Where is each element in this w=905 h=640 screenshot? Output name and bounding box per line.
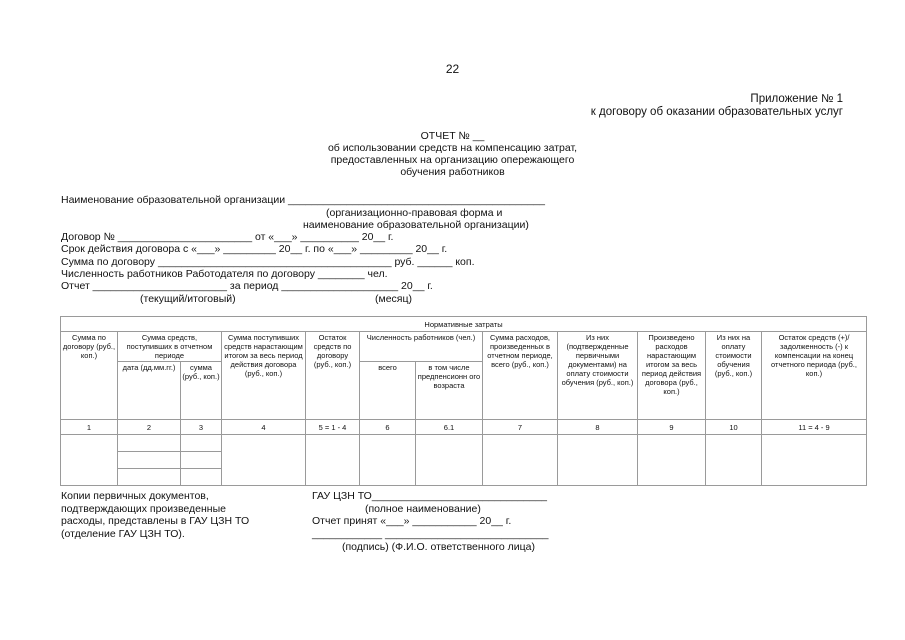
col-number: 6 bbox=[360, 420, 416, 435]
col-number: 5 = 1 - 4 bbox=[306, 420, 360, 435]
header-col10: Из них на оплату стоимости обучения (руб., коп.) bbox=[706, 332, 762, 420]
data-cell[interactable] bbox=[306, 435, 360, 486]
data-cell[interactable] bbox=[558, 435, 638, 486]
footer-note-line4: (отделение ГАУ ЦЗН ТО). bbox=[61, 528, 185, 540]
col-number: 4 bbox=[222, 420, 306, 435]
data-cell[interactable] bbox=[360, 435, 416, 486]
contract-term-field: Срок действия договора с «___» _________ 20__ г. по «___» _________ 20__ г. bbox=[61, 243, 448, 255]
col-number: 6.1 bbox=[416, 420, 483, 435]
data-cell[interactable] bbox=[181, 435, 222, 452]
col-number: 10 bbox=[706, 420, 762, 435]
center-name-hint: (полное наименование) bbox=[365, 503, 481, 515]
col-number: 7 bbox=[483, 420, 558, 435]
footer-note-line1: Копии первичных документов, bbox=[61, 490, 209, 502]
appendix-reference: к договору об оказании образовательных услуг bbox=[590, 106, 843, 118]
footer-note-line2: подтверждающих произведенные bbox=[61, 503, 226, 515]
data-cell[interactable] bbox=[118, 435, 181, 452]
appendix-number: Приложение № 1 bbox=[750, 93, 843, 105]
header-col1: Сумма по договору (руб., коп.) bbox=[61, 332, 118, 420]
col-number: 3 bbox=[181, 420, 222, 435]
col-number: 2 bbox=[118, 420, 181, 435]
data-cell[interactable] bbox=[181, 469, 222, 486]
contract-field: Договор № _______________________ от «___» __________ 20__ г. bbox=[61, 231, 394, 243]
page-number: 22 bbox=[445, 62, 460, 76]
header-col5: Остаток средств по договору (руб., коп.) bbox=[306, 332, 360, 420]
org-name-hint2: наименование образовательной организации) bbox=[303, 219, 529, 231]
report-month-hint: (месяц) bbox=[375, 293, 413, 305]
footer-note-line3: расходы, представлены в ГАУ ЦЗН ТО bbox=[61, 515, 250, 527]
data-cell[interactable] bbox=[118, 452, 181, 469]
data-cell[interactable] bbox=[762, 435, 867, 486]
signature-line: ____________ ____________________________ bbox=[312, 528, 549, 540]
col-number: 1 bbox=[61, 420, 118, 435]
header-col4: Сумма поступивших средств нарастающим итогом за весь период действия договора (руб., коп.) bbox=[222, 332, 306, 420]
data-cell[interactable] bbox=[706, 435, 762, 486]
header-col61: в том числе предпенсионн ого возраста bbox=[416, 362, 483, 420]
signature-hint: (подпись) (Ф.И.О. ответственного лица) bbox=[342, 541, 536, 553]
contract-sum-field: Сумма по договору ________________________________________ руб. ______ коп. bbox=[61, 256, 475, 268]
header-col6-61: Численность работников (чел.) bbox=[360, 332, 483, 362]
header-col7: Сумма расходов, произведенных в отчетном периоде, всего (руб., коп.) bbox=[483, 332, 558, 420]
workers-count-field: Численность работников Работодателя по договору ________ чел. bbox=[61, 268, 388, 280]
report-subtitle-line2: предоставленных на организацию опережающего bbox=[330, 154, 575, 166]
report-subtitle-line1: об использовании средств на компенсацию затрат, bbox=[327, 142, 578, 154]
col-number: 9 bbox=[638, 420, 706, 435]
data-cell[interactable] bbox=[61, 435, 118, 486]
header-col2: дата (дд.мм.гг.) bbox=[118, 362, 181, 420]
data-cell[interactable] bbox=[416, 435, 483, 486]
report-accepted-field: Отчет принят «___» ___________ 20__ г. bbox=[312, 515, 512, 527]
report-type-hint: (текущий/итоговый) bbox=[140, 293, 236, 305]
data-cell[interactable] bbox=[638, 435, 706, 486]
header-col11: Остаток средств (+)/задолженность (-) к компенсации на конец отчетного периода (руб., коп.) bbox=[762, 332, 867, 420]
center-name-field: ГАУ ЦЗН ТО______________________________ bbox=[312, 490, 548, 502]
report-table bbox=[60, 316, 867, 486]
data-cell[interactable] bbox=[222, 435, 306, 486]
org-name-field: Наименование образовательной организации ____________________________________________ bbox=[61, 194, 545, 206]
header-col8: Из них (подтвержденные первичными документами) на оплату стоимости обучения (руб., коп.) bbox=[558, 332, 638, 420]
header-col2-3: Сумма средств, поступивших в отчетном периоде bbox=[118, 332, 222, 362]
col-number: 8 bbox=[558, 420, 638, 435]
header-col6: всего bbox=[360, 362, 416, 420]
data-cell[interactable] bbox=[118, 469, 181, 486]
data-cell[interactable] bbox=[483, 435, 558, 486]
header-col9: Произведено расходов нарастающим итогом за весь период действия договора (руб., коп.) bbox=[638, 332, 706, 420]
report-subtitle-line3: обучения работников bbox=[400, 166, 505, 178]
report-title: ОТЧЕТ № __ bbox=[420, 130, 485, 142]
org-name-hint1: (организационно-правовая форма и bbox=[326, 207, 503, 219]
report-period-field: Отчет _______________________ за период ____________________ 20__ г. bbox=[61, 280, 433, 292]
data-cell[interactable] bbox=[181, 452, 222, 469]
header-col3: сумма (руб., коп.) bbox=[181, 362, 222, 420]
col-number: 11 = 4 - 9 bbox=[762, 420, 867, 435]
group-header: Нормативные затраты bbox=[61, 317, 867, 332]
